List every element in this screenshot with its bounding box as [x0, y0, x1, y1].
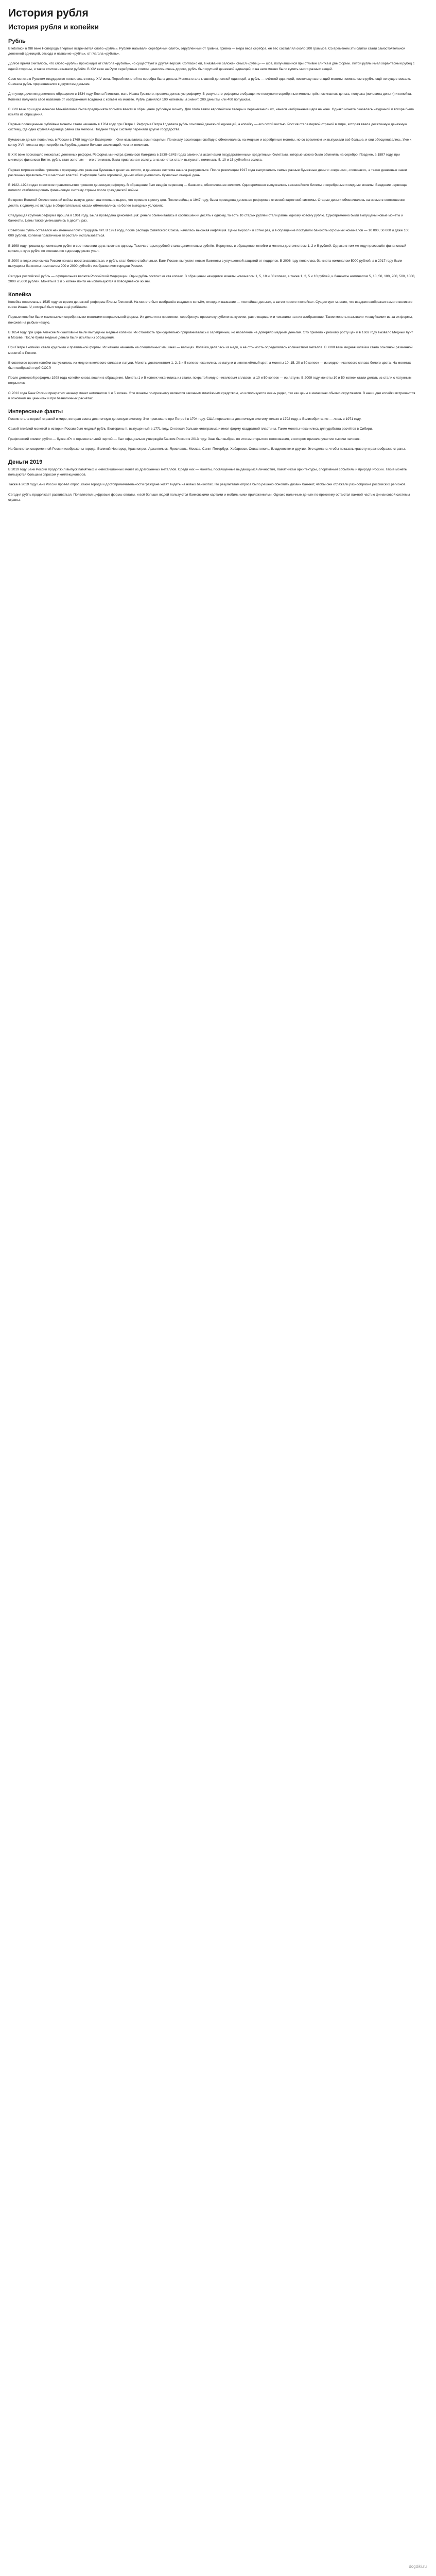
paragraph: Следующая крупная реформа прошла в 1961 году. Была проведена деноминация: деньги обменивались в соотношении десять к одному, то есть 10 старых рублей стали равны одному новому рублю. Одновременно были выпущены новые монеты и банкноты. Цены также уменьшились в десять раз.	[8, 213, 404, 223]
paragraph: Копейка появилась в 1535 году во время денежной реформы Елены Глинской. На монете был изображён всадник с копьём, отсюда и название — «копейная деньга», а затем просто «копейка». Существует мнение, что всадник изображал самого великого князя Ивана IV, который был тогда ещё ребёнком.	[8, 300, 413, 310]
paragraph: Сегодня российский рубль — официальная валюта Российской Федерации. Один рубль состоит из ста копеек. В обращении находятся монеты номиналом 1, 5, 10 и 50 копеек, а также 1, 2, 5 и 10 рублей, и банкноты номиналом 5, 10, 50, 100, 200, 500, 1000, 2000 и 5000 рублей. Монеты в 1 и 5 копеек почти не используются в повседневной жизни.	[8, 274, 415, 283]
paragraph: Во время Великой Отечественной войны выпуск денег значительно вырос, что привело к росту цен. После войны, в 1947 году, была проведена денежная реформа с отменой карточной системы. Старые деньги обменивались на новые в соотношении десять к одному, но вклады в сберегательных кассах обменивались на более выгодных условиях.	[8, 198, 406, 208]
article-page	[2, 0, 422, 528]
paragraph: Советский рубль оставался неизменным почти тридцать лет. В 1991 году, после распада Советского Союза, началась высокая инфляция. Цены выросли в сотни раз, и в обращение поступили банкноты огромных номиналов — 10 000, 50 000 и даже 100 000 рублей. Копейки практически перестали использоваться.	[8, 229, 410, 238]
paragraph: Первые полноценные рублёвые монеты стали чеканить в 1704 году при Петре I. Реформа Петра I сделала рубль основной денежной единицей, а копейку — его сотой частью. Россия стала первой страной в мире, которая ввела десятичную денежную систему, где одна крупная единица равна ста мелким. Позднее такую систему переняли другие государства.	[8, 123, 407, 132]
paragraph: При Петре I копейки стали круглыми и правильной формы. Их начали чеканить на специальных машинах — вальцах. Копейка делалась из меди, а её стоимость определялась количеством металла. В XVIII веке медная копейка стала основной разменной монетой в России.	[8, 346, 413, 355]
paragraph: В 2000-х годах экономика России начала восстанавливаться, и рубль стал более стабильным. Банк России выпустил новые банкноты с улучшенной защитой от подделок. В 2006 году появилась банкнота номиналом 5000 рублей, а в 2017 году были выпущены банкноты номиналом 200 и 2000 рублей с изображением городов России.	[8, 259, 403, 268]
section-title: История рубля и копейки	[8, 23, 99, 31]
paragraph: В XIX веке произошло несколько денежных реформ. Реформа министра финансов Канкрина в 1839–1843 годах заменила ассигнации государственными кредитными билетами, которые можно было обменять на серебро. Позднее, в 1897 году, при министре финансов Витте, рубль стал золотым — его стоимость была привязана к золоту, а на монетах стали выпускать номиналы 5, 10 и 15 рублей из золота.	[8, 153, 400, 162]
paragraph: В 1654 году при царе Алексее Михайловиче были выпущены медные копейки. Их стоимость принудительно приравнивалась к серебряным, но население не доверяло медным деньгам. Это привело к резкому росту цен и в 1662 году вызвало Медный бунт в Москве. После бунта медные деньги были изъяты из обращения.	[8, 330, 413, 340]
paragraph: Графический символ рубля — буква «Р» с горизонтальной чертой — был официально утверждён Банком России в 2013 году. Знак был выбран по итогам открытого голосования, в котором приняли участие тысячи человек.	[8, 437, 361, 441]
paragraph: В XVII веке при царе Алексее Михайловиче была предпринята попытка ввести в обращение рублёвую монету. Для этого взяли европейские талеры и перечеканили их, нанеся изображение царя на коне. Однако монета оказалась неудачной и вскоре была изъята из обращения.	[8, 107, 414, 116]
paragraph: Первые копейки были маленькими серебряными монетами неправильной формы. Их делали из проволоки: серебряную проволоку рубили на кусочки, расплющивали и чеканили на них изображение. Такие монеты называли «чешуйками» из-за их формы, похожей на рыбью чешую.	[8, 315, 413, 325]
paragraph: Самой тяжёлой монетой в истории России был медный рубль Екатерины II, выпущенный в 1771 году. Он весил больше килограмма и имел форму квадратной пластины. Такие монеты чеканились для удобства расчётов в Сибири.	[8, 427, 373, 431]
paragraph: Бумажные деньги появились в России в 1769 году при Екатерине II. Они назывались ассигнациями. Поначалу ассигнации свободно обменивались на медные и серебряные монеты, но со временем их выпускали всё больше, и они обесценивались. Уже к концу XVIII века за один серебряный рубль давали больше ассигнаций, чем их номинал.	[8, 138, 411, 147]
paragraph: Первая мировая война привела к прекращению размена бумажных денег на золото, и денежная система начала разрушаться. После революции 1917 года выпускались самые разные бумажные деньги: «керенки», «совзнаки», а также денежные знаки различных правительств и местных властей. Инфляция была огромной, деньги обесценивались буквально каждый день.	[8, 168, 407, 177]
paragraph: Сегодня рубль продолжает развиваться. Появляются цифровые формы оплаты, и всё больше людей пользуются банковскими картами и мобильными приложениями. Однако наличные деньги по-прежнему остаются важной частью финансовой системы страны.	[8, 493, 410, 502]
paragraph: В 2019 году Банк России продолжил выпуск памятных и инвестиционных монет из драгоценных металлов. Среди них — монеты, посвящённые выдающимся личностям, памятникам архитектуры, спортивным событиям и природе России. Такие монеты пользуются большим спросом у коллекционеров.	[8, 467, 408, 477]
paragraph: С 2012 года Банк России прекратил чеканку монет номиналом 1 и 5 копеек. Эти монеты по-прежнему являются законным платёжным средством, но используются очень редко, так как цены в магазинах обычно округляются. В наши дни копейки встречаются в основном на ценниках и при безналичных расчётах.	[8, 391, 415, 400]
paragraph: Для упорядочения денежного обращения в 1534 году Елена Глинская, мать Ивана Грозного, провела денежную реформу. В результате реформы в обращение поступили серебряные монеты трёх номиналов: деньга, полушка (половина деньги) и копейка. Копейка получила своё название от изображения всадника с копьём на монете. Рубль равнялся 100 копейкам, а значит, 200 деньгам или 400 полушкам.	[8, 92, 412, 101]
paragraph: На банкнотах современной России изображены города: Великий Новгород, Красноярск, Архангельск, Ярославль, Москва, Санкт-Петербург, Хабаровск, Севастополь, Владивосток и другие. Это сделано, чтобы показать красоту и разнообразие страны.	[8, 447, 406, 451]
site-brand: dogdiki.ru	[409, 2564, 427, 2569]
subsection-title: Интересные факты	[8, 409, 63, 415]
paragraph: Также в 2019 году Банк России провёл опрос, какие города и достопримечательности граждане хотят видеть на новых банкнотах. По результатам опроса было решено обновить дизайн банкнот, чтобы они отражали разнообразие российских регионов.	[8, 483, 407, 487]
subsection-title: Деньги 2019	[8, 459, 43, 465]
subsection-title: Копейка	[8, 292, 31, 298]
subsection-title: Рубль	[8, 38, 26, 44]
paragraph: После денежной реформы 1998 года копейки снова вошли в обращение. Монеты 1 и 5 копеек чеканились из стали, покрытой медно-никелевым сплавом, а 10 и 50 копеек — из латуни. В 2009 году монеты 10 и 50 копеек стали делать из стали с латунным покрытием.	[8, 376, 412, 385]
paragraph: В letописи в XIII веке Новгорода впервые встречается слово «рубль». Рублём называли серебряный слиток, отрубленный от гривны. Гривна — мера веса серебра, её вес составлял около 200 граммов. Со временем эти слитки стали самостоятельной денежной единицей, отсюда и название «рубль», от глагола «рубить».	[8, 47, 406, 56]
paragraph: Своя монета в Русском государстве появилась в конце XIV века. Первой монетой из серебра была деньга. Монета стала главной денежной единицей, а рубль — счётной единицей, поскольку настоящий монеты номиналом в рубль ещё не существовало. Сначала рубль приравнивался к двумстам деньгам.	[8, 77, 411, 87]
paragraph: В советское время копейки выпускались из медно-никелевого сплава и латуни. Монеты достоинством 1, 2, 3 и 5 копеек чеканились из латуни и имели жёлтый цвет, а монеты 10, 15, 20 и 50 копеек — из медно-никелевого сплава белого цвета. На монетах был изображён герб СССР.	[8, 361, 411, 370]
paragraph: Россия стала первой страной в мире, которая ввела десятичную денежную систему. Это произошло при Петре I в 1704 году. США перешли на десятичную систему только в 1792 году, а Великобритания — лишь в 1971 году.	[8, 417, 362, 421]
paragraph: В 1998 году прошла деноминация рубля в соотношении одна тысяча к одному. Тысяча старых рублей стала одним новым рублём. Вернулись в обращение копейки и монеты достоинством 1, 2 и 5 рублей. Однако в том же году произошёл финансовый кризис, и курс рубля по отношению к доллару резко упал.	[8, 244, 406, 253]
article-body	[8, 23, 415, 503]
paragraph: В 1922–1924 годах советское правительство провело денежную реформу. В обращение был введён червонец — банкнота, обеспеченная золотом. Одновременно выпускались казначейские билеты и серебряные и медные монеты. Введение червонца помогло стабилизировать финансовую систему страны после гражданской войны.	[8, 183, 407, 193]
page-title: История рубля	[8, 7, 89, 19]
paragraph: Долгое время считалось, что слово «рубль» происходит от глагола «рубить», но существует и другая версия. Согласно ей, в названии заложен смысл «рубец» — шов, получавшийся при отливке слитка в две формы. Литой рубль имел характерный рубец с одной стороны, и такие слитки называли рублём. В XIV веке на Руси серебряные слитки ценились очень дорого, рубль был крупной денежной единицей, и на него можно было купить много разных вещей.	[8, 62, 415, 71]
